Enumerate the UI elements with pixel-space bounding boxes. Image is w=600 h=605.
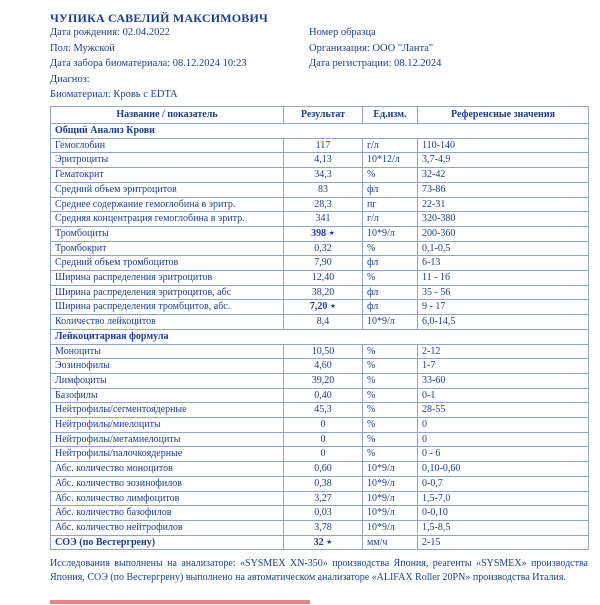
cell-unit: %: [363, 373, 418, 388]
cell-unit: %: [363, 241, 418, 256]
cell-result: 4,60: [284, 359, 363, 374]
table-row: [51, 256, 589, 271]
cell-reference: 0: [418, 418, 589, 433]
table-row: [51, 432, 589, 447]
cell-unit: 10*9/л: [363, 315, 418, 330]
cell-name: Тромбоциты: [51, 226, 284, 241]
cell-name: Абс. количество нейтрофилов: [51, 520, 284, 535]
cell-unit: г/л: [363, 138, 418, 153]
cell-name: Абс. количество моноцитов: [51, 462, 284, 477]
table-row: [51, 138, 589, 153]
cell-result: 45,3: [284, 403, 363, 418]
cell-unit: %: [363, 388, 418, 403]
cell-reference: 320-380: [418, 212, 589, 227]
cell-unit: 10*9/л: [363, 476, 418, 491]
cell-name: Абс. количество эозинофилов: [51, 476, 284, 491]
cell-reference: 0: [418, 432, 589, 447]
cell-name: Нейтрофилы/миелоциты: [51, 418, 284, 433]
table-row: [51, 153, 589, 168]
cell-reference: 6-13: [418, 256, 589, 271]
cell-result: 0,38: [284, 476, 363, 491]
cell-reference: 35 - 56: [418, 285, 589, 300]
cell-result: 7,90: [284, 256, 363, 271]
cell-unit: 10*12/л: [363, 153, 418, 168]
results-table: [50, 106, 589, 550]
cell-result: 32 ⋆: [284, 535, 363, 550]
cell-result: 28,3: [284, 197, 363, 212]
cell-name: Гематокрит: [51, 168, 284, 183]
cell-unit: %: [363, 418, 418, 433]
cell-name: СОЭ (по Вестергрену): [51, 535, 284, 550]
cell-result: 7,20 ⋆: [284, 300, 363, 315]
cell-unit: 10*9/л: [363, 462, 418, 477]
table-row: [51, 447, 589, 462]
table-row: [51, 300, 589, 315]
table-row: [51, 241, 589, 256]
cell-name: Лимфоциты: [51, 373, 284, 388]
cell-result: 0: [284, 432, 363, 447]
cell-result: 0,60: [284, 462, 363, 477]
cell-unit: 10*9/л: [363, 506, 418, 521]
cell-reference: 73-86: [418, 182, 589, 197]
cell-reference: 2-15: [418, 535, 589, 550]
cell-name: Тромбокрит: [51, 241, 284, 256]
cell-result: 3,27: [284, 491, 363, 506]
cell-name: Нейтрофилы/метамиелоциты: [51, 432, 284, 447]
cell-reference: 1,5-7,0: [418, 491, 589, 506]
cell-unit: мм/ч: [363, 535, 418, 550]
cell-unit: г/л: [363, 212, 418, 227]
table-row: [51, 476, 589, 491]
header-result: Результат: [284, 107, 363, 124]
biomaterial: Биоматериал: Кровь с EDTA: [50, 89, 178, 100]
cell-reference: 0-1: [418, 388, 589, 403]
cell-unit: %: [363, 432, 418, 447]
cell-name: Абс. количество базофилов: [51, 506, 284, 521]
cell-result: 0,03: [284, 506, 363, 521]
cell-reference: 3,7-4,9: [418, 153, 589, 168]
cell-unit: фл: [363, 182, 418, 197]
cell-result: 398 ⋆: [284, 226, 363, 241]
cell-result: 3,78: [284, 520, 363, 535]
table-row: [51, 388, 589, 403]
cell-unit: 10*9/л: [363, 520, 418, 535]
table-row: [51, 271, 589, 286]
cell-name: Моноциты: [51, 344, 284, 359]
cell-reference: 200-360: [418, 226, 589, 241]
table-row: [51, 197, 589, 212]
cell-unit: %: [363, 344, 418, 359]
table-row: [51, 403, 589, 418]
section-cbc: [51, 124, 589, 139]
cell-reference: 32-42: [418, 168, 589, 183]
cell-name: Базофилы: [51, 388, 284, 403]
cell-unit: %: [363, 271, 418, 286]
cell-reference: 28-55: [418, 403, 589, 418]
cell-name: Абс. количество лимфоцитов: [51, 491, 284, 506]
cell-name: Количество лейкоцитов: [51, 315, 284, 330]
cell-reference: 22-31: [418, 197, 589, 212]
patient-info: [50, 25, 247, 103]
header-reference: Референсные значения: [418, 107, 589, 124]
organization: Организация: ООО "Ланта": [309, 42, 434, 54]
cell-name: Средний объем эритроцитов: [51, 182, 284, 197]
cell-unit: %: [363, 359, 418, 374]
table-row: [51, 535, 589, 550]
cell-unit: %: [363, 447, 418, 462]
cell-reference: 1-7: [418, 359, 589, 374]
cell-unit: фл: [363, 256, 418, 271]
cell-reference: 2-12: [418, 344, 589, 359]
sample-info: [309, 25, 441, 72]
cell-unit: фл: [363, 285, 418, 300]
cell-result: 0,40: [284, 388, 363, 403]
table-row: [51, 315, 589, 330]
cell-reference: 0,10-0,60: [418, 462, 589, 477]
footer-note: Исследования выполнены на анализаторе: «SYSMEX XN-350» производства Япония, реагенты «SYSMEX» производства Япония, СОЭ (по Вестергрену) выполнено на автоматическом анализаторе «ALIFAX Roller 20PN» производства Италия.: [50, 558, 588, 583]
cell-unit: фл: [363, 300, 418, 315]
cell-reference: 11 - 16: [418, 271, 589, 286]
cell-unit: 10*9/л: [363, 491, 418, 506]
table-row: [51, 359, 589, 374]
cell-reference: 6,0-14,5: [418, 315, 589, 330]
cell-unit: 10*9/л: [363, 226, 418, 241]
cell-result: 83: [284, 182, 363, 197]
cell-result: 4,13: [284, 153, 363, 168]
birth-date: Дата рождения: 02.04.2022: [50, 27, 170, 38]
table-row: [51, 285, 589, 300]
section-title: Лейкоцитарная формула: [51, 329, 589, 344]
cell-unit: пг: [363, 197, 418, 212]
diagnosis: Диагноз:: [50, 73, 90, 85]
section-title: Общий Анализ Крови: [51, 124, 589, 139]
table-row: [51, 506, 589, 521]
cell-result: 12,40: [284, 271, 363, 286]
cell-name: Среднее содержание гемоглобина в эритр.: [51, 197, 284, 212]
cell-reference: 1,5-8,5: [418, 520, 589, 535]
table-row: [51, 418, 589, 433]
cell-name: Ширина распределения эритроцитов, абс: [51, 285, 284, 300]
cell-reference: 110-140: [418, 138, 589, 153]
cell-reference: 0-0,10: [418, 506, 589, 521]
cell-name: Средний объем тромбоцитов: [51, 256, 284, 271]
cell-result: 117: [284, 138, 363, 153]
cell-result: 39,20: [284, 373, 363, 388]
collection-date: Дата забора биоматериала: 08.12.2024 10:23: [50, 58, 247, 69]
cell-name: Нейтрофилы/сегментоядерные: [51, 403, 284, 418]
cell-name: Ширина распределения тромбцитов, абс.: [51, 300, 284, 315]
cell-result: 0,32: [284, 241, 363, 256]
cell-name: Гемоглобин: [51, 138, 284, 153]
table-row: [51, 462, 589, 477]
cell-unit: %: [363, 168, 418, 183]
header-unit: Ед.изм.: [363, 107, 418, 124]
cell-reference: 0,1-0,5: [418, 241, 589, 256]
cell-name: Эозинофилы: [51, 359, 284, 374]
table-row: [51, 168, 589, 183]
sex: Пол: Мужской: [50, 42, 115, 54]
cell-result: 0: [284, 447, 363, 462]
cell-reference: 0-0,7: [418, 476, 589, 491]
cell-unit: %: [363, 403, 418, 418]
cell-result: 34,3: [284, 168, 363, 183]
cell-reference: 33-60: [418, 373, 589, 388]
cell-reference: 0 - 6: [418, 447, 589, 462]
cell-result: 341: [284, 212, 363, 227]
table-row: [51, 344, 589, 359]
table-row: [51, 520, 589, 535]
table-row: [51, 182, 589, 197]
sample-number: Номер образца: [309, 27, 376, 38]
registration-date: Дата регистрации: 08.12.2024: [309, 58, 442, 69]
cell-result: 10,50: [284, 344, 363, 359]
cell-name: Средняя концентрация гемоглобина в эритр.: [51, 212, 284, 227]
section-wbc: [51, 329, 589, 344]
table-row: [51, 226, 589, 241]
patient-name: ЧУПИКА САВЕЛИЙ МАКСИМОВИЧ: [50, 11, 269, 25]
cut-off-red-text: [50, 600, 310, 604]
cell-name: Эритроциты: [51, 153, 284, 168]
header-name: Название / показатель: [51, 107, 284, 124]
cell-result: 8,4: [284, 315, 363, 330]
cell-reference: 9 - 17: [418, 300, 589, 315]
table-row: [51, 212, 589, 227]
cell-result: 0: [284, 418, 363, 433]
table-row: [51, 491, 589, 506]
cell-name: Ширина распределения эритроцитов: [51, 271, 284, 286]
table-header-row: [51, 107, 589, 124]
cell-result: 38,20: [284, 285, 363, 300]
table-row: [51, 373, 589, 388]
cell-name: Нейтрофилы/палочкоядерные: [51, 447, 284, 462]
